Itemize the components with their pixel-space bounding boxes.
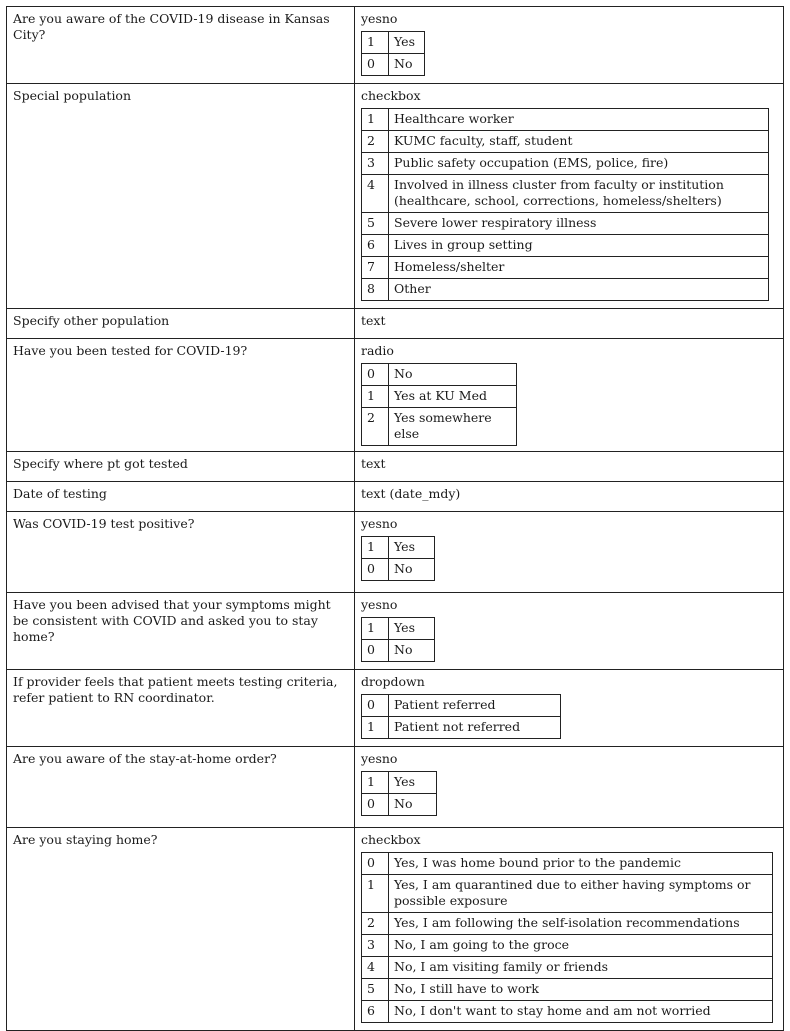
field-row <box>7 512 784 593</box>
field-label: Specify where pt got tested <box>7 452 355 482</box>
choice-label: Yes <box>389 772 437 794</box>
choices-table <box>361 363 517 446</box>
choice-label: Yes somewhere else <box>389 408 517 446</box>
field-label: Have you been advised that your symptoms might be consistent with COVID and asked you to stay home? <box>7 593 355 670</box>
field-definition <box>355 512 784 593</box>
choice-label: Other <box>389 279 769 301</box>
choice-row <box>362 235 769 257</box>
field-row <box>7 593 784 670</box>
choice-label: Homeless/shelter <box>389 257 769 279</box>
field-definition <box>355 828 784 1031</box>
choice-label: Involved in illness cluster from faculty or institution (healthcare, school, corrections, homeless/shelters) <box>389 175 769 213</box>
data-dictionary-body <box>7 7 784 1031</box>
choice-label: No <box>389 364 517 386</box>
choice-label: Lives in group setting <box>389 235 769 257</box>
choice-row <box>362 772 437 794</box>
choice-row <box>362 32 425 54</box>
choice-label: Yes at KU Med <box>389 386 517 408</box>
choice-code: 5 <box>362 213 389 235</box>
choice-code: 2 <box>362 408 389 446</box>
choice-row <box>362 153 769 175</box>
choice-code: 0 <box>362 54 389 76</box>
field-label: If provider feels that patient meets testing criteria, refer patient to RN coordinator. <box>7 670 355 747</box>
field-label: Are you aware of the COVID-19 disease in Kansas City? <box>7 7 355 84</box>
choice-code: 5 <box>362 979 389 1001</box>
choice-label: Patient not referred <box>389 717 561 739</box>
field-type: yesno <box>361 751 398 766</box>
choice-code: 0 <box>362 794 389 816</box>
choice-code: 7 <box>362 257 389 279</box>
choice-label: No, I still have to work <box>389 979 773 1001</box>
field-definition <box>355 7 784 84</box>
choice-code: 1 <box>362 109 389 131</box>
choice-row <box>362 537 435 559</box>
choice-row <box>362 618 435 640</box>
choices-table <box>361 31 425 76</box>
choice-code: 2 <box>362 913 389 935</box>
choice-code: 3 <box>362 153 389 175</box>
field-row <box>7 828 784 1031</box>
choice-code: 3 <box>362 935 389 957</box>
field-type: checkbox <box>361 832 421 847</box>
choice-code: 1 <box>362 386 389 408</box>
field-definition <box>355 482 784 512</box>
choice-code: 6 <box>362 235 389 257</box>
choice-row <box>362 109 769 131</box>
choice-label: No <box>389 794 437 816</box>
choice-label: Yes, I was home bound prior to the pandemic <box>389 853 773 875</box>
choice-row <box>362 853 773 875</box>
choice-code: 6 <box>362 1001 389 1023</box>
choice-label: Patient referred <box>389 695 561 717</box>
choice-code: 2 <box>362 131 389 153</box>
choice-code: 1 <box>362 618 389 640</box>
choice-row <box>362 794 437 816</box>
field-row <box>7 309 784 339</box>
field-definition <box>355 747 784 828</box>
choice-label: Yes <box>389 32 425 54</box>
choice-row <box>362 559 435 581</box>
choice-row <box>362 364 517 386</box>
field-row <box>7 482 784 512</box>
choice-label: No <box>389 640 435 662</box>
choice-row <box>362 935 773 957</box>
choice-row <box>362 875 773 913</box>
choice-label: No <box>389 54 425 76</box>
field-row <box>7 747 784 828</box>
field-label: Was COVID-19 test positive? <box>7 512 355 593</box>
choice-row <box>362 131 769 153</box>
field-definition <box>355 84 784 309</box>
field-row <box>7 452 784 482</box>
field-definition <box>355 452 784 482</box>
choice-code: 1 <box>362 875 389 913</box>
choice-label: Yes, I am following the self-isolation recommendations <box>389 913 773 935</box>
field-type: yesno <box>361 11 398 26</box>
field-type: checkbox <box>361 88 421 103</box>
choice-label: KUMC faculty, staff, student <box>389 131 769 153</box>
choice-code: 0 <box>362 853 389 875</box>
choice-code: 0 <box>362 364 389 386</box>
choice-code: 4 <box>362 957 389 979</box>
choice-code: 1 <box>362 772 389 794</box>
choice-code: 0 <box>362 559 389 581</box>
choice-label: Yes, I am quarantined due to either having symptoms or possible exposure <box>389 875 773 913</box>
choice-row <box>362 640 435 662</box>
field-definition <box>355 309 784 339</box>
choice-label: No, I don't want to stay home and am not worried <box>389 1001 773 1023</box>
field-definition <box>355 339 784 452</box>
choice-row <box>362 279 769 301</box>
choice-row <box>362 717 561 739</box>
choice-code: 0 <box>362 695 389 717</box>
choices-table <box>361 536 435 581</box>
choice-row <box>362 913 773 935</box>
choices-table <box>361 617 435 662</box>
field-type: yesno <box>361 516 398 531</box>
choice-row <box>362 213 769 235</box>
field-type: dropdown <box>361 674 425 689</box>
field-row <box>7 7 784 84</box>
choice-label: Public safety occupation (EMS, police, fire) <box>389 153 769 175</box>
choice-code: 1 <box>362 537 389 559</box>
choice-row <box>362 257 769 279</box>
field-label: Have you been tested for COVID-19? <box>7 339 355 452</box>
choice-row <box>362 979 773 1001</box>
choice-label: Yes <box>389 618 435 640</box>
field-label: Are you aware of the stay-at-home order? <box>7 747 355 828</box>
choice-row <box>362 408 517 446</box>
choice-code: 1 <box>362 32 389 54</box>
field-row <box>7 339 784 452</box>
field-type: text <box>361 313 386 328</box>
choices-table <box>361 694 561 739</box>
choice-label: No <box>389 559 435 581</box>
data-dictionary-table <box>6 6 784 1031</box>
field-label: Date of testing <box>7 482 355 512</box>
choice-row <box>362 1001 773 1023</box>
choice-code: 1 <box>362 717 389 739</box>
choice-label: Healthcare worker <box>389 109 769 131</box>
choice-code: 4 <box>362 175 389 213</box>
field-type: text <box>361 456 386 471</box>
field-row <box>7 84 784 309</box>
choice-label: Severe lower respiratory illness <box>389 213 769 235</box>
field-label: Special population <box>7 84 355 309</box>
choices-table <box>361 771 437 816</box>
field-label: Are you staying home? <box>7 828 355 1031</box>
choice-label: Yes <box>389 537 435 559</box>
field-definition <box>355 593 784 670</box>
choice-code: 8 <box>362 279 389 301</box>
choices-table <box>361 852 773 1023</box>
choice-code: 0 <box>362 640 389 662</box>
choice-row <box>362 386 517 408</box>
choice-label: No, I am visiting family or friends <box>389 957 773 979</box>
choice-row <box>362 695 561 717</box>
choice-row <box>362 54 425 76</box>
field-type: text (date_mdy) <box>361 486 461 501</box>
choice-row <box>362 175 769 213</box>
field-type: radio <box>361 343 394 358</box>
field-row <box>7 670 784 747</box>
choice-row <box>362 957 773 979</box>
field-type: yesno <box>361 597 398 612</box>
field-label: Specify other population <box>7 309 355 339</box>
choice-label: No, I am going to the groce <box>389 935 773 957</box>
field-definition <box>355 670 784 747</box>
choices-table <box>361 108 769 301</box>
